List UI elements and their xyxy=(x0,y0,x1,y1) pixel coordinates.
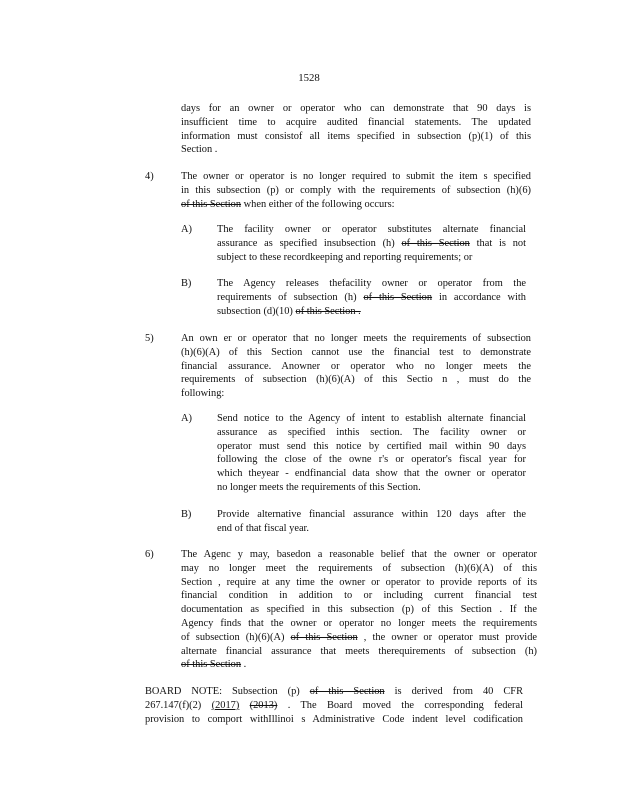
text-line: financial assurance. Anowner or operator who no longer meets the xyxy=(181,360,531,372)
text-line: no longer meets the requirements of this Section. xyxy=(217,481,421,493)
page-number: 1528 xyxy=(298,72,320,84)
struck-text: of this Section xyxy=(290,631,358,643)
underlined-text: (2017) xyxy=(211,699,240,711)
text-line: The owner or operator is no longer required to submit the item s specified xyxy=(181,171,531,182)
text-line: insufficient time to acquire audited financial statements. The updated xyxy=(181,116,531,128)
text-line: which theyear - endfinancial data show that the owner or operator xyxy=(217,468,526,480)
text-line: The Agenc y may, basedon a reasonable belief that the owner or operator xyxy=(181,549,537,560)
item-5-paragraph xyxy=(181,332,531,401)
text-line: of subsection (h)(6)(A) of this Section , the owner or operator must provide xyxy=(181,631,538,643)
text-line: end of that fiscal year. xyxy=(217,522,310,534)
struck-text: of this Section xyxy=(181,198,242,210)
text-line: requirements of subsection (h) of this Section in accordance with xyxy=(217,291,526,303)
text-line: Section . xyxy=(181,144,218,156)
text-line: The facility owner or operator substitutes alternate financial xyxy=(217,224,526,235)
text-line: of this Section . xyxy=(181,659,247,671)
text-line: 267.147(f)(2) (2017) (2013) . The Board moved the corresponding federal xyxy=(145,699,523,711)
text-line: Section , require at any time the owner or operator to provide reports of its xyxy=(181,576,537,588)
text-line: in this subsection (p) or comply with the requirements of subsection (h)(6) xyxy=(181,184,531,196)
item-letter-5b: B) xyxy=(181,509,192,520)
text-line: of this Section when either of the following occurs: xyxy=(181,198,395,210)
item-5a-paragraph xyxy=(217,412,526,495)
item-number-5: 5) xyxy=(145,333,154,344)
item-4-paragraph xyxy=(181,170,531,211)
item-4b-paragraph xyxy=(217,277,526,318)
item-letter-5a: A) xyxy=(181,413,192,424)
text-line: alternate financial assurance that meets therequirements of subsection (h) xyxy=(181,645,537,657)
text-line: subject to these recordkeeping and reporting requirements; or xyxy=(217,251,473,263)
text-line: Send notice to the Agency of intent to establish alternate financial xyxy=(217,413,526,424)
text-line: provision to comport withIllinoi s Administrative Code indent level codification xyxy=(145,713,523,725)
text-line: requirements of subsection (h)(6)(A) of this Sectio n , must do the xyxy=(181,374,531,386)
text-line: days for an owner or operator who can demonstrate that 90 days is xyxy=(181,103,531,114)
item-6-paragraph xyxy=(181,548,537,672)
text-line: following: xyxy=(181,388,225,400)
text-line: (h)(6)(A) of this Section cannot use the financial test to demonstrate xyxy=(181,346,531,358)
struck-text: of this Section xyxy=(295,305,356,317)
text-line: may no longer meet the requirements of subsection (h)(6)(A) of this xyxy=(181,562,537,574)
item-number-4: 4) xyxy=(145,171,154,182)
struck-text: of this Section xyxy=(401,237,470,249)
struck-text: of this Section xyxy=(363,291,433,303)
text-line: BOARD NOTE: Subsection (p) of this Section is derived from 40 CFR xyxy=(145,686,523,697)
text-line: Agency finds that the owner or operator no longer meets the requirements xyxy=(181,617,537,629)
struck-text: (2013) xyxy=(249,699,278,711)
item-letter-4b: B) xyxy=(181,278,192,289)
text-line: operator must send this notice by certified mail within 90 days xyxy=(217,440,526,452)
text-line: An own er or operator that no longer meets the requirements of subsection xyxy=(181,333,531,344)
text-line: assurance as specified inthis section. The facility owner or xyxy=(217,426,526,438)
text-line: following the close of the owne r's or operator's fiscal year for xyxy=(217,454,526,466)
text-line: information must consistof all items specified in subsection (p)(1) of this xyxy=(181,130,531,142)
continuation-paragraph xyxy=(181,102,531,157)
item-number-6: 6) xyxy=(145,549,154,560)
text-line: financial condition in addition to or including current financial test xyxy=(181,590,537,602)
text-line: documentation as specified in this subsection (p) of this Section . If the xyxy=(181,604,537,616)
text-line: The Agency releases thefacility owner or operator from the xyxy=(217,278,526,289)
text-line: subsection (d)(10) of this Section . xyxy=(217,305,361,317)
board-note xyxy=(145,685,523,726)
text-line: Provide alternative financial assurance within 120 days after the xyxy=(217,509,526,520)
struck-text: of this Section xyxy=(309,686,385,697)
struck-text: of this Section xyxy=(181,659,242,671)
item-5b-paragraph xyxy=(217,508,526,536)
item-4a-paragraph xyxy=(217,223,526,264)
item-letter-4a: A) xyxy=(181,224,192,235)
text-line: assurance as specified insubsection (h) of this Section that is not xyxy=(217,237,526,249)
